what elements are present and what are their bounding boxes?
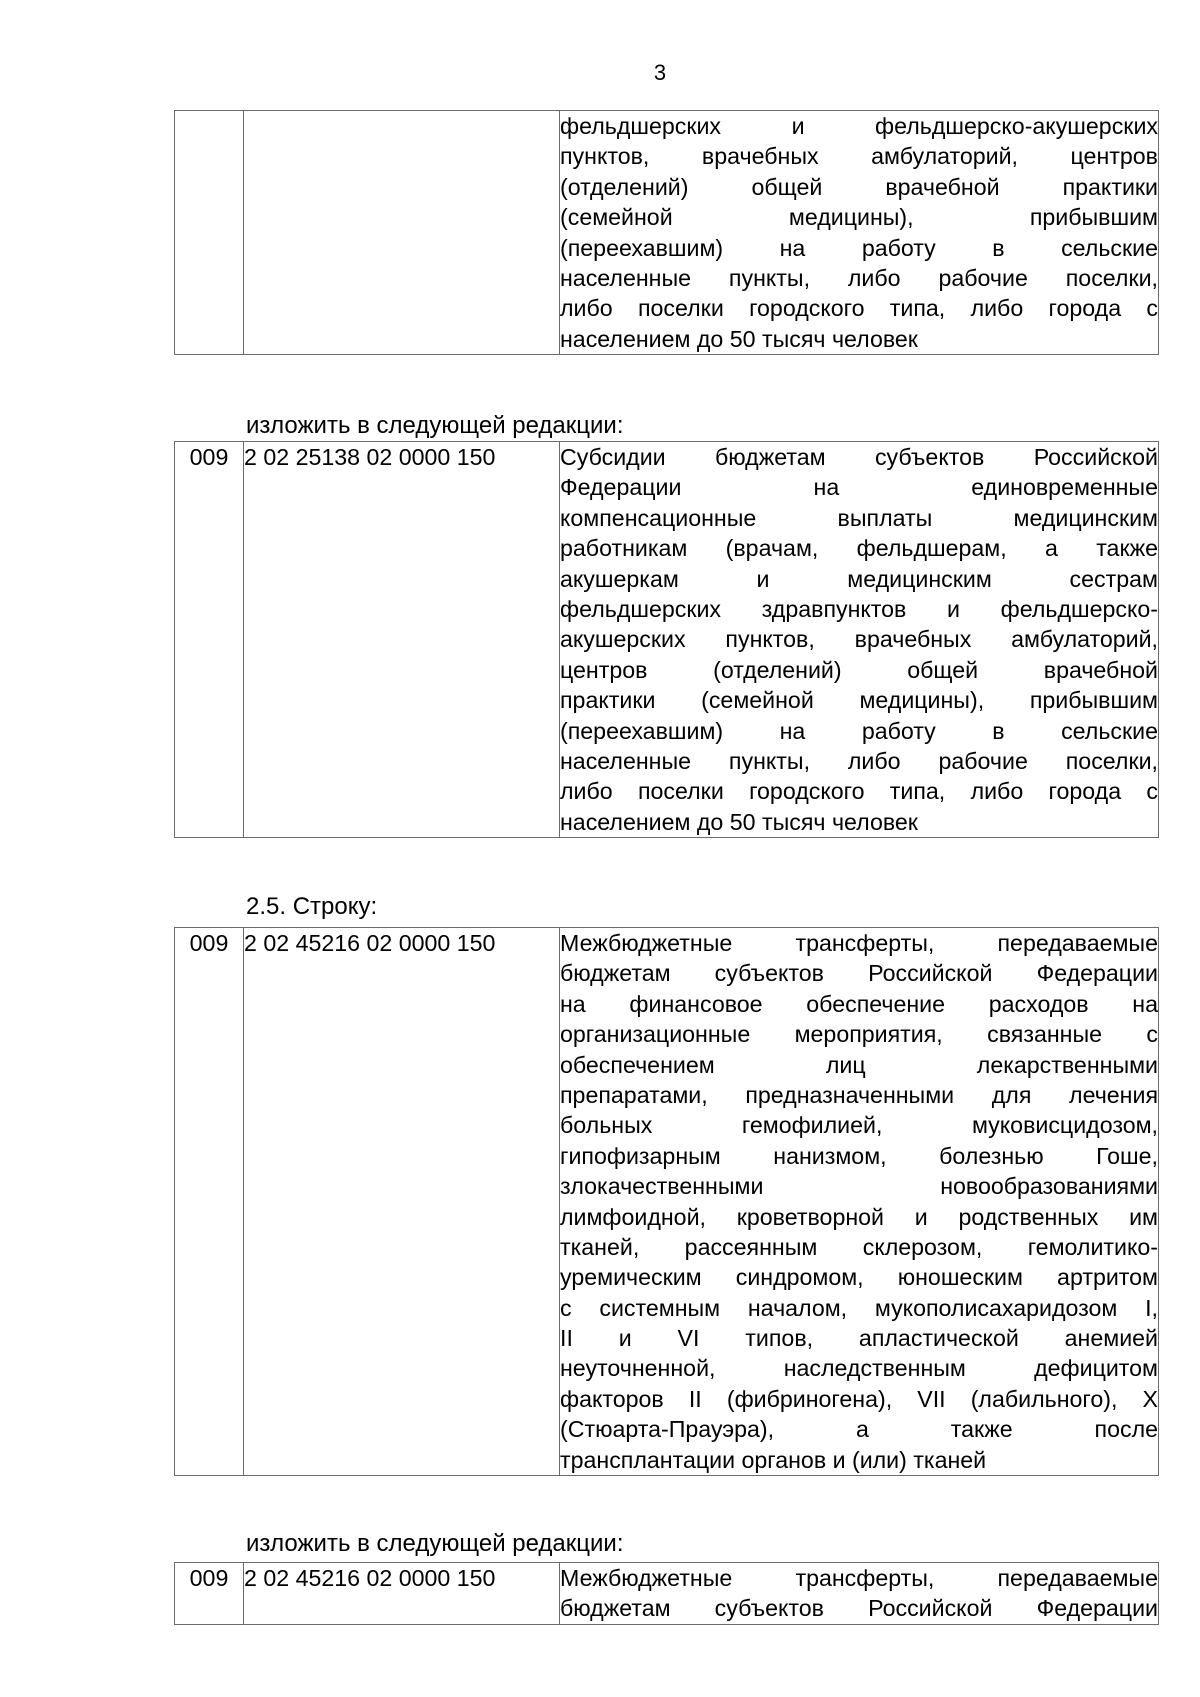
description-line: уремическим синдромом, юношеским артритом [560,1264,1158,1291]
description-line: (Стюарта-Прауэра), а также после [560,1416,1158,1443]
description-line: (переехавшим) на работу в сельские [560,717,1158,744]
description-line: акушеркам и медицинским сестрам [560,565,1158,592]
description-line: практики (семейной медицины), прибывшим [560,687,1158,714]
table-row [175,111,1159,355]
description-line: трансплантации органов и (или) тканей [560,1446,987,1473]
description-line: препаратами, предназначенными для лечения [560,1081,1158,1108]
description-line: с системным началом, мукополисахаридозом I, [560,1294,1158,1321]
description-line: тканей, рассеянным склерозом, гемолитико- [560,1233,1158,1260]
page-number: 3 [653,60,667,85]
agency-code-cell: 009 [175,1563,244,1625]
description-line: бюджетам субъектов Российской Федерации [560,1595,1158,1622]
description-line: больных гемофилией, муковисцидозом, [560,1112,1158,1139]
table-row [175,442,1159,838]
agency-code-cell [175,111,244,355]
description-line: обеспечением лиц лекарственными [560,1051,1158,1078]
description-cell [560,442,1159,838]
description-line: населением до 50 тысяч человек [560,325,918,352]
description-line: II и VI типов, апластической анемией [560,1325,1158,1352]
paragraph-text: изложить в следующей редакции: [246,412,624,439]
description-cell [560,928,1159,1476]
agency-code-cell: 009 [175,928,244,1476]
description-line: гипофизарным нанизмом, болезнью Гоше, [560,1142,1158,1169]
description-line: на финансовое обеспечение расходов на [560,990,1158,1017]
description-line: работникам (врачам, фельдшерам, а также [560,535,1158,562]
description-line: населенные пункты, либо рабочие поселки, [560,747,1158,774]
description-line: неуточненной, наследственным дефицитом [560,1355,1158,1382]
description-line: Межбюджетные трансферты, передаваемые [560,1565,1158,1591]
description-line: (переехавшим) на работу в сельские [560,234,1158,261]
description-line: Федерации на единовременные [560,474,1158,501]
description-line: факторов II (фибриногена), VII (лабильного), X [560,1385,1158,1412]
budget-code-cell [244,111,560,355]
budget-code-cell: 2 02 45216 02 0000 150 [244,928,560,1476]
budget-code-table-2 [174,441,1159,838]
description-cell [560,111,1159,355]
description-line: пунктов, врачебных амбулаторий, центров [560,143,1158,170]
description-line: центров (отделений) общей врачебной [560,656,1158,683]
budget-code-table-1 [174,110,1159,355]
description-line: организационные мероприятия, связанные с [560,1021,1158,1048]
description-line: злокачественными новообразованиями [560,1173,1158,1200]
description-line: акушерских пунктов, врачебных амбулаторий, [560,626,1158,653]
description-line: населением до 50 тысяч человек [560,808,918,835]
budget-code-table-4 [174,1562,1159,1625]
description-line: бюджетам субъектов Российской Федерации [560,960,1158,987]
description-line: лимфоидной, кроветворной и родственных им [560,1203,1158,1230]
description-line: (семейной медицины), прибывшим [560,204,1158,231]
paragraph-text: 2.5. Строку: [246,893,378,920]
description-line: Межбюджетные трансферты, передаваемые [560,930,1158,956]
description-line: (отделений) общей врачебной практики [560,173,1158,200]
budget-code-cell: 2 02 45216 02 0000 150 [244,1563,560,1625]
description-line: либо поселки городского типа, либо города с [560,778,1158,805]
table-row [175,1563,1159,1625]
agency-code-cell: 009 [175,442,244,838]
paragraph-text: изложить в следующей редакции: [246,1530,624,1557]
description-cell [560,1563,1159,1625]
description-line: фельдшерских и фельдшерско-акушерских [560,113,1158,139]
description-line: компенсационные выплаты медицинским [560,504,1158,531]
description-line: фельдшерских здравпунктов и фельдшерско- [560,595,1158,622]
description-line: либо поселки городского типа, либо города с [560,295,1158,322]
budget-code-cell: 2 02 25138 02 0000 150 [244,442,560,838]
description-line: населенные пункты, либо рабочие поселки, [560,264,1158,291]
description-line: Субсидии бюджетам субъектов Российской [560,444,1158,470]
budget-code-table-3 [174,927,1159,1476]
table-row [175,928,1159,1476]
